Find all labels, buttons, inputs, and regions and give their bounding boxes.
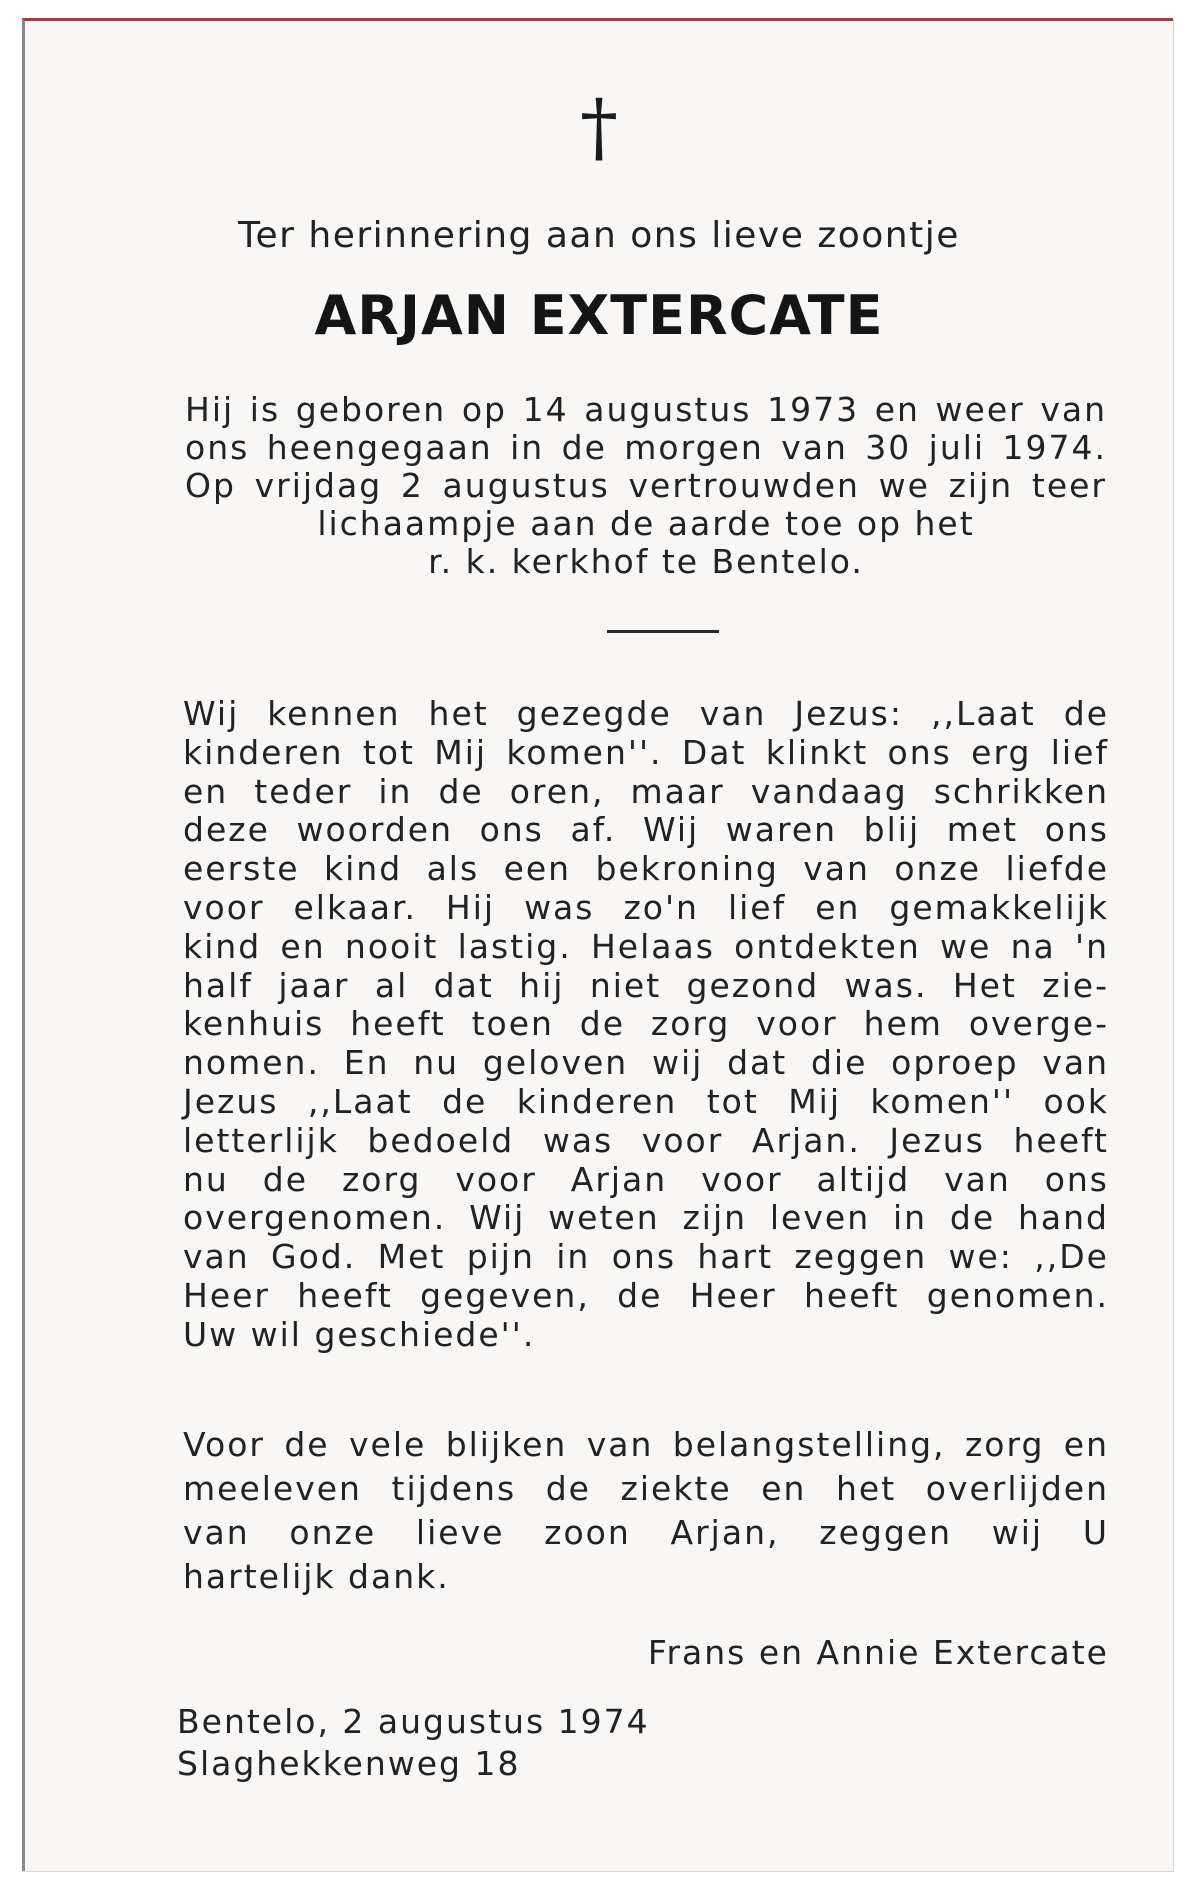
paragraph-line: Heer heeft gegeven, de Heer heeft genomen.	[183, 1275, 1109, 1315]
birth-line: Hij is geboren op 14 augustus 1973 en weer van	[185, 390, 1107, 429]
paragraph-line: overgenomen. Wij weten zijn leven in de hand	[183, 1198, 1109, 1238]
paragraph-line: kinderen tot Mij komen''. Dat klinkt ons erg lief	[183, 732, 1109, 772]
memorial-card	[22, 18, 1173, 1871]
birth-line: lichaampje aan de aarde toe op het	[317, 504, 975, 543]
birth-line: r. k. kerkhof te Bentelo.	[428, 542, 864, 581]
paragraph-line: kind en nooit lastig. Helaas ontdekten we na 'n	[183, 926, 1109, 966]
paragraph-line: nomen. En nu geloven wij dat die oproep van	[183, 1043, 1109, 1083]
thanks-line: van onze lieve zoon Arjan, zeggen wij U	[183, 1513, 1109, 1552]
place-address	[177, 1701, 777, 1785]
paragraph-line: deze woorden ons af. Wij waren blij met ons	[183, 810, 1109, 850]
thanks-line: hartelijk dank.	[183, 1557, 450, 1596]
paragraph-line: eerste kind als een bekroning van onze liefde	[183, 849, 1109, 889]
intro-text: Ter herinnering aan ons lieve zoontje	[238, 215, 960, 256]
paragraph-line: voor elkaar. Hij was zo'n lief en gemakkelijk	[183, 887, 1109, 927]
paragraph-line: Wij kennen het gezegde van Jezus: ,,Laat de	[183, 694, 1109, 733]
signature-line: Frans en Annie Extercate	[647, 1633, 1109, 1672]
paragraph-line: nu de zorg voor Arjan voor altijd van ons	[183, 1159, 1109, 1199]
birth-line: Op vrijdag 2 augustus vertrouwden we zijn teer	[185, 466, 1107, 505]
thanks-text	[183, 1423, 1109, 1599]
thanks-line: Voor de vele blijken van belangstelling, zorg en	[183, 1425, 1109, 1464]
birth-line: ons heengegaan in de morgen van 30 juli 1974.	[185, 428, 1107, 467]
birth-death-text	[185, 391, 1107, 581]
paragraph-line: half jaar al dat hij niet gezond was. Het zie-	[183, 965, 1109, 1005]
paragraph-line: letterlijk bedoeld was voor Arjan. Jezus heeft	[183, 1120, 1109, 1160]
paragraph-line: en teder in de oren, maar vandaag schrikken	[183, 771, 1109, 811]
divider-line	[607, 630, 719, 633]
address: Slaghekkenweg 18	[177, 1744, 521, 1783]
deceased-name: ARJAN EXTERCATE	[314, 284, 884, 347]
place-date: Bentelo, 2 augustus 1974	[177, 1702, 650, 1741]
memorial-paragraph	[183, 695, 1109, 1355]
paragraph-line: Jezus ,,Laat de kinderen tot Mij komen'' ook	[183, 1081, 1109, 1121]
cross-icon: †	[580, 82, 618, 171]
paragraph-line: Uw wil geschiede''.	[183, 1314, 536, 1354]
thanks-line: meeleven tijdens de ziekte en het overlijden	[183, 1469, 1109, 1508]
paragraph-line: van God. Met pijn in ons hart zeggen we: ,,De	[183, 1237, 1109, 1277]
signature	[183, 1631, 1109, 1675]
paragraph-line: kenhuis heeft toen de zorg voor hem overge-	[183, 1004, 1109, 1044]
